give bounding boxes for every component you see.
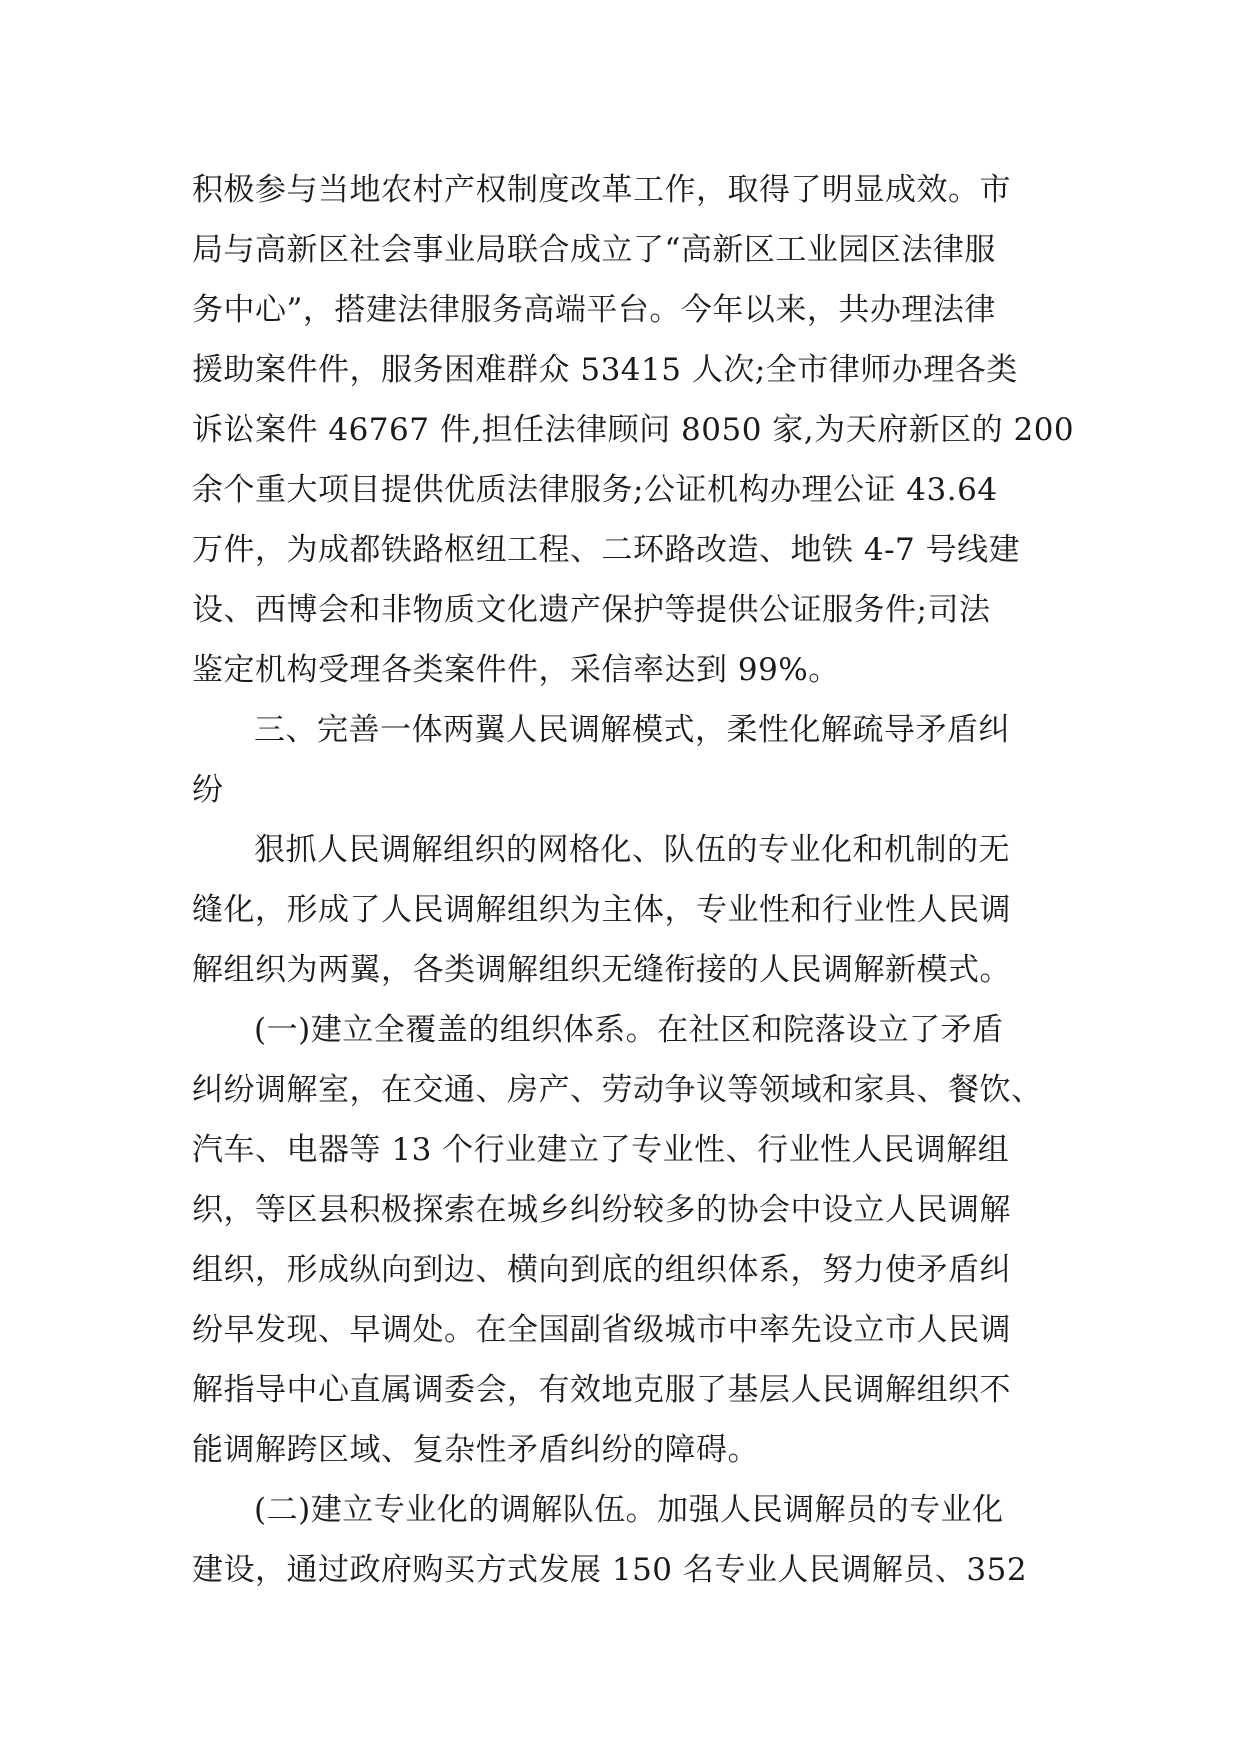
text-line: 能调解跨区域、复杂性矛盾纠纷的障碍。 <box>192 1432 759 1468</box>
text-line: 织，等区县积极探索在城乡纠纷较多的协会中设立人民调解 <box>192 1192 1011 1228</box>
text-line: 纷早发现、早调处。在全国副省级城市中率先设立市人民调 <box>192 1312 1011 1348</box>
text-line: 积极参与当地农村产权制度改革工作，取得了明显成效。市 <box>192 172 1011 208</box>
subsection-line: (一)建立全覆盖的组织体系。在社区和院落设立了矛盾 <box>254 1012 1004 1048</box>
section-heading: 三、完善一体两翼人民调解模式，柔性化解疏导矛盾纠 <box>254 712 1010 748</box>
text-line: 解指导中心直属调委会，有效地克服了基层人民调解组织不 <box>192 1372 1011 1408</box>
text-line: 余个重大项目提供优质法律服务;公证机构办理公证 43.64 <box>192 472 998 508</box>
document-body <box>192 160 1075 1600</box>
text-line: 建设，通过政府购买方式发展 150 名专业人民调解员、352 <box>192 1552 1028 1588</box>
text-line: 狠抓人民调解组织的网格化、队伍的专业化和机制的无 <box>254 832 1010 868</box>
text-line: 设、西博会和非物质文化遗产保护等提供公证服务件;司法 <box>192 592 991 628</box>
text-line: 鉴定机构受理各类案件件，采信率达到 99%。 <box>192 652 840 688</box>
text-line: 汽车、电器等 13 个行业建立了专业性、行业性人民调解组 <box>192 1132 1010 1168</box>
text-line: 诉讼案件 46767 件,担任法律顾问 8050 家,为天府新区的 200 <box>192 412 1075 448</box>
text-line: 缝化，形成了人民调解组织为主体，专业性和行业性人民调 <box>192 892 1011 928</box>
subsection-line: (二)建立专业化的调解队伍。加强人民调解员的专业化 <box>254 1492 1004 1528</box>
text-line: 纠纷调解室，在交通、房产、劳动争议等领域和家具、餐饮、 <box>192 1072 1043 1108</box>
text-line: 组织，形成纵向到边、横向到底的组织体系，努力使矛盾纠 <box>192 1252 1011 1288</box>
text-line: 解组织为两翼，各类调解组织无缝衔接的人民调解新模式。 <box>192 952 1011 988</box>
text-line: 局与高新区社会事业局联合成立了“高新区工业园区法律服 <box>192 232 996 268</box>
section-heading-continued: 纷 <box>192 772 224 808</box>
text-line: 援助案件件，服务困难群众 53415 人次;全市律师办理各类 <box>192 352 1018 388</box>
text-line: 万件，为成都铁路枢纽工程、二环路改造、地铁 4-7 号线建 <box>192 532 1021 568</box>
text-line: 务中心”，搭建法律服务高端平台。今年以来，共办理法律 <box>192 292 996 328</box>
